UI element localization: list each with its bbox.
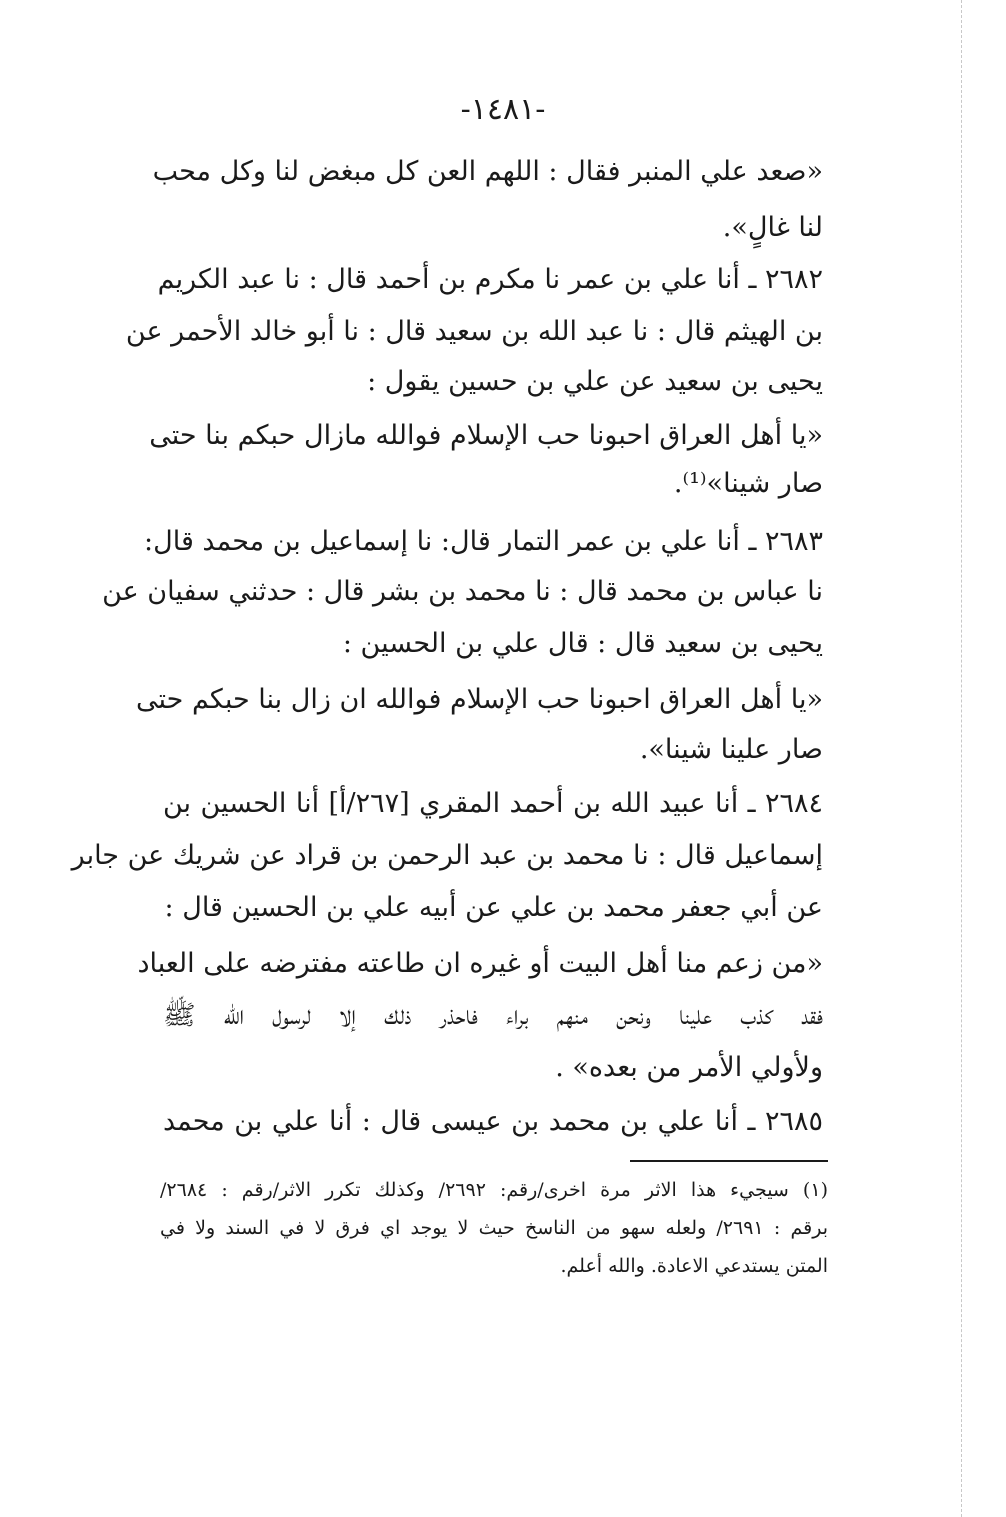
text-line: ٢٦٨٢ ـ أنا علي بن عمر نا مكرم بن أحمد قال : نا عبد الكريم (157, 264, 823, 295)
scan-edge-line (960, 0, 962, 1517)
text-line: فقد كذب علينا ونحن منهم براء فاحذر ذلك إلا لرسول الله ﷺ (163, 1000, 823, 1031)
text-line: بن الهيثم قال : نا عبد الله بن سعيد قال : نا أبو خالد الأحمر عن (125, 316, 823, 347)
text-line: نا عباس بن محمد قال : نا محمد بن بشر قال : حدثني سفيان عن (102, 576, 823, 607)
text-line: إسماعيل قال : نا محمد بن عبد الرحمن بن قراد عن شريك عن جابر (71, 840, 823, 871)
text-line: ولأولي الأمر من بعده» . (555, 1052, 823, 1083)
text-line: «يا أهل العراق احبونا حب الإسلام فوالله ان زال بنا حبكم حتى (136, 684, 823, 715)
text-line: «يا أهل العراق احبونا حب الإسلام فوالله مازال حبكم بنا حتى (149, 420, 823, 451)
footnote-line: (١) سيجيء هذا الاثر مرة اخرى/رقم: ٢٦٩٢/ وكذلك تكرر الاثر/رقم : ٢٦٨٤/ (160, 1179, 828, 1201)
text-line: لنا غالٍ». (722, 212, 823, 243)
text-line: صار شينا»⁽¹⁾. (673, 468, 823, 499)
text-line: يحيى بن سعيد قال : قال علي بن الحسين : (342, 628, 823, 659)
text-line: صار علينا شينا». (639, 734, 823, 765)
text-line: «من زعم منا أهل البيت أو غيره ان طاعته مفترضه على العباد (137, 948, 823, 979)
footnote-line: برقم : ٢٦٩١/ ولعله سهو من الناسخ حيث لا يوجد اي فرق لا في السند ولا في (160, 1217, 828, 1239)
footnote-line: المتن يستدعي الاعادة. والله أعلم. (560, 1255, 828, 1277)
text-line: «صعد علي المنبر فقال : اللهم العن كل مبغض لنا وكل محب (152, 156, 823, 187)
text-line: ٢٦٨٤ ـ أنا عبيد الله بن أحمد المقري [٢٦٧/أ] أنا الحسين بن (163, 788, 823, 819)
text-line: ٢٦٨٣ ـ أنا علي بن عمر التمار قال: نا إسماعيل بن محمد قال: (144, 526, 823, 557)
text-line: ٢٦٨٥ ـ أنا علي بن محمد بن عيسى قال : أنا علي بن محمد (163, 1106, 823, 1137)
text-line: يحيى بن سعيد عن علي بن حسين يقول : (367, 366, 823, 397)
text-line: عن أبي جعفر محمد بن علي عن أبيه علي بن الحسين قال : (164, 892, 823, 923)
footnote-separator (630, 1160, 828, 1162)
page-number: -١٤٨١- (460, 92, 546, 127)
